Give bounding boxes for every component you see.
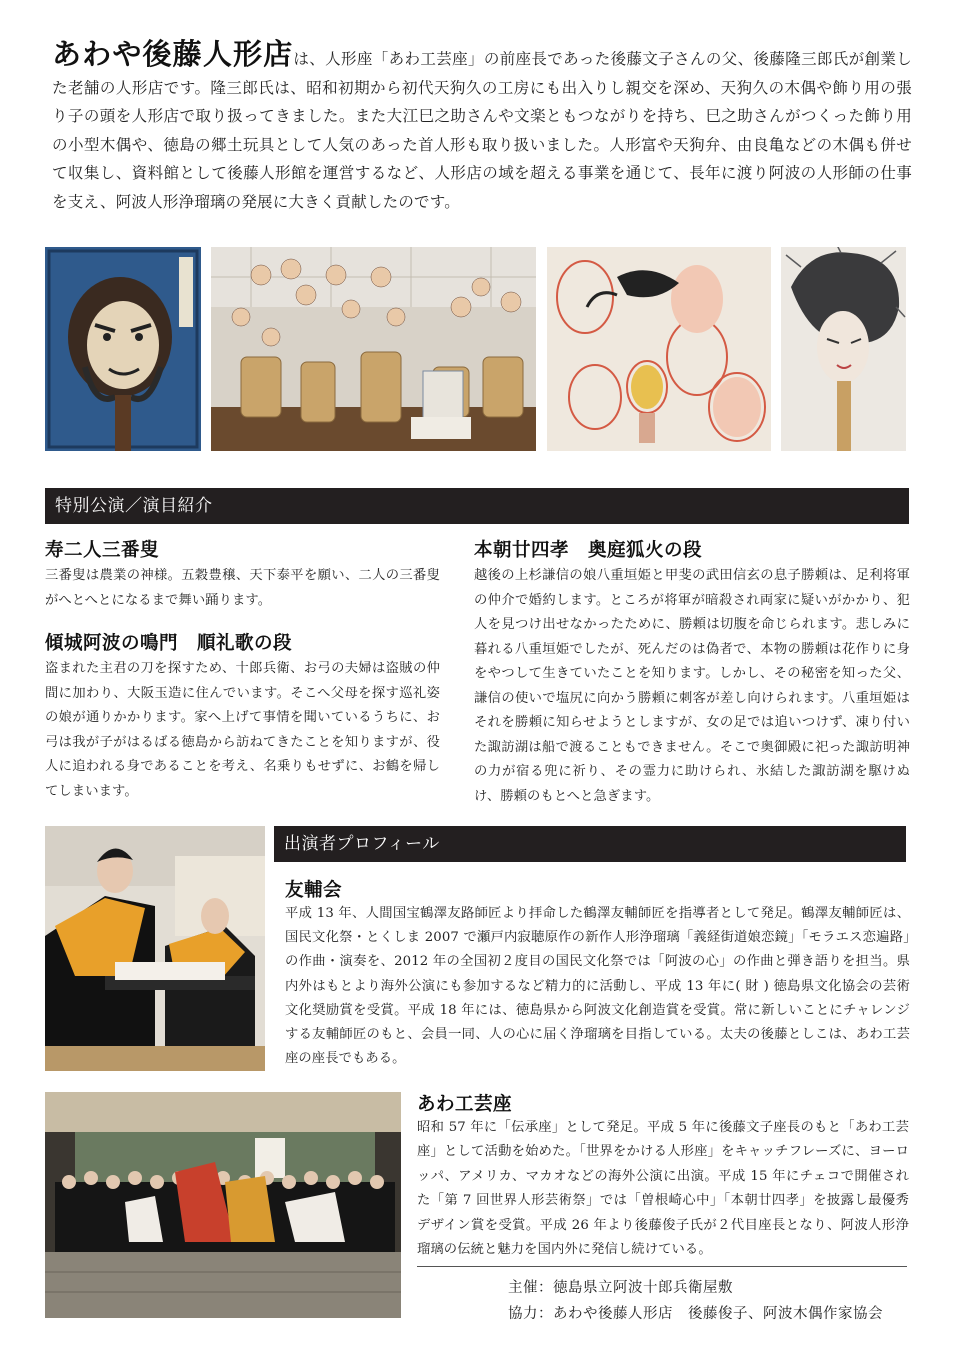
puppet-heads-painting-photo <box>547 247 771 451</box>
program-section-header: 特別公演／演目紹介 <box>45 488 909 524</box>
performer-description: 昭和 57 年に「伝承座」として発足。平成 5 年に後藤文子座長のもと「あわ工芸座」として活動を始めた。「世界をかける人形座」をキャッチフレーズに、ヨーロッパ、アメリカ、マカオなどの海外公演に出演。平成 15 年にチェコで開催された「第 7 回世界人形芸術祭」では「曽根崎心中」「本朝廿四孝」を披露し最優秀デザイン賞を受賞。平成 26 年より後藤俊子氏が２代目座長となり、阿波人形浄瑠璃の伝統と魅力を国内外に発信し続けている。 <box>417 1120 909 1258</box>
program-description: 越後の上杉謙信の娘八重垣姫と甲斐の武田信玄の息子勝頼は、足利将軍の仲介で婚約します。ところが将軍が暗殺され両家に疑いがかかり、犯人を見つけ出せなかったために、勝頼は切腹を命じられます。悲しみに暮れる八重垣姫でしたが、死んだのは偽者で、本物の勝頼は花作りに身をやつして生きていたことを知ります。しかし、その秘密を知った父、謙信の使いで塩尻に向かう勝頼に刺客が差し向けられます。八重垣姫はそれを勝頼に知らせようとしますが、女の足では追いつけず、凍り付いた諏訪湖は船で渡ることもできません。そこで奥御殿に祀った諏訪明神の力が宿る兜に祈り、その霊力に助けられ、氷結した諏訪湖を駆けぬけ、勝頼のもとへと急ぎます。 <box>474 568 910 804</box>
program-description: 盗まれた主君の刀を探すため、十郎兵衛、お弓の夫婦は盗賊の仲間に加わり、大阪玉造に住んでいます。そこへ父母を探す巡礼姿の娘が通りかかります。家へ上げて事情を聞いているうちに、お弓は我が子がはるばる徳島から訪ねてきたことを知りますが、役人に追われる身であることを考え、名乗りもせずに、お鶴を帰してしまいます。 <box>45 661 440 799</box>
performer-photo <box>45 826 265 1071</box>
performer-description: 平成 13 年、人間国宝鶴澤友路師匠より拝命した鶴澤友輔師匠を指導者として発足。鶴澤友輔師匠は、国民文化祭・とくしま 2007 で瀬戸内寂聴原作の新作人形浄瑠璃「義経街道娘恋鏡」「モラエス恋遍路」の作曲・演奏を、2012 年の全国初２度目の国民文化祭では「阿波の心」の作曲と弾き語りを担当。県内外はもとより海外公演にも参加するなど精力的に活動し、平成 13 年に( 財 ) 徳島県文化協会の芸術文化奨励賞を受賞。平成 18 年には、徳島県から阿波文化創造賞を受賞。常に新しいことにチャレンジする友輔師匠のもと、会員一同、人の心に届く浄瑠璃を目指している。太夫の後藤としこは、あわ工芸座の座長でもある。 <box>285 906 910 1067</box>
program-description: 三番叟は農業の神様。五穀豊穣、天下泰平を願い、二人の三番叟がへとへとになるまで舞い踊ります。 <box>45 568 440 608</box>
performer-name: あわ工芸座 <box>417 1094 513 1115</box>
wild-hair-puppet-head-photo <box>781 247 906 451</box>
performer-name: 友輔会 <box>285 880 343 901</box>
credit-host: 主催：徳島県立阿波十郎兵衛屋敷 <box>508 1280 733 1296</box>
kubi-ningyo-display-photo <box>211 247 536 451</box>
program-title: 本朝廿四孝 奥庭狐火の段 <box>474 540 703 561</box>
intro-text: は、人形座「あわ工芸座」の前座長であった後藤文子さんの父、後藤隆三郎氏が創業した老舗の人形店です。隆三郎氏は、昭和初期から初代天狗久の工房にも出入りし親交を深め、天狗久の木偶や飾り用の張り子の頭を人形店で取り扱ってきました。また大江巳之助さんや文楽ともつながりを持ち、巳之助さんがつくった飾り用の小型木偶や、徳島の郷土玩具として人気のあった首人形も取り扱いました。人形富や天狗弁、由良亀などの木偶も併せて収集し、資料館として後藤人形館を運営するなど、人形店の域を超える事業を通じて、長年に渡り阿波の人形師の仕事を支え、阿波人形浄瑠璃の発展に大きく貢献したのです。 <box>52 50 912 211</box>
program-title: 寿二人三番叟 <box>45 540 160 561</box>
profile-section-header: 出演者プロフィール <box>274 826 906 862</box>
troupe-photo <box>45 1092 401 1318</box>
shop-name: あわや後藤人形店 <box>52 37 294 71</box>
credits-divider <box>417 1266 907 1267</box>
program-title: 傾城阿波の鳴門 順礼歌の段 <box>45 633 293 654</box>
intro-paragraph <box>52 37 912 216</box>
woodblock-print-photo <box>45 247 201 451</box>
credit-cooperation: 協力：あわや後藤人形店 後藤俊子、阿波木偶作家協会 <box>508 1306 883 1322</box>
